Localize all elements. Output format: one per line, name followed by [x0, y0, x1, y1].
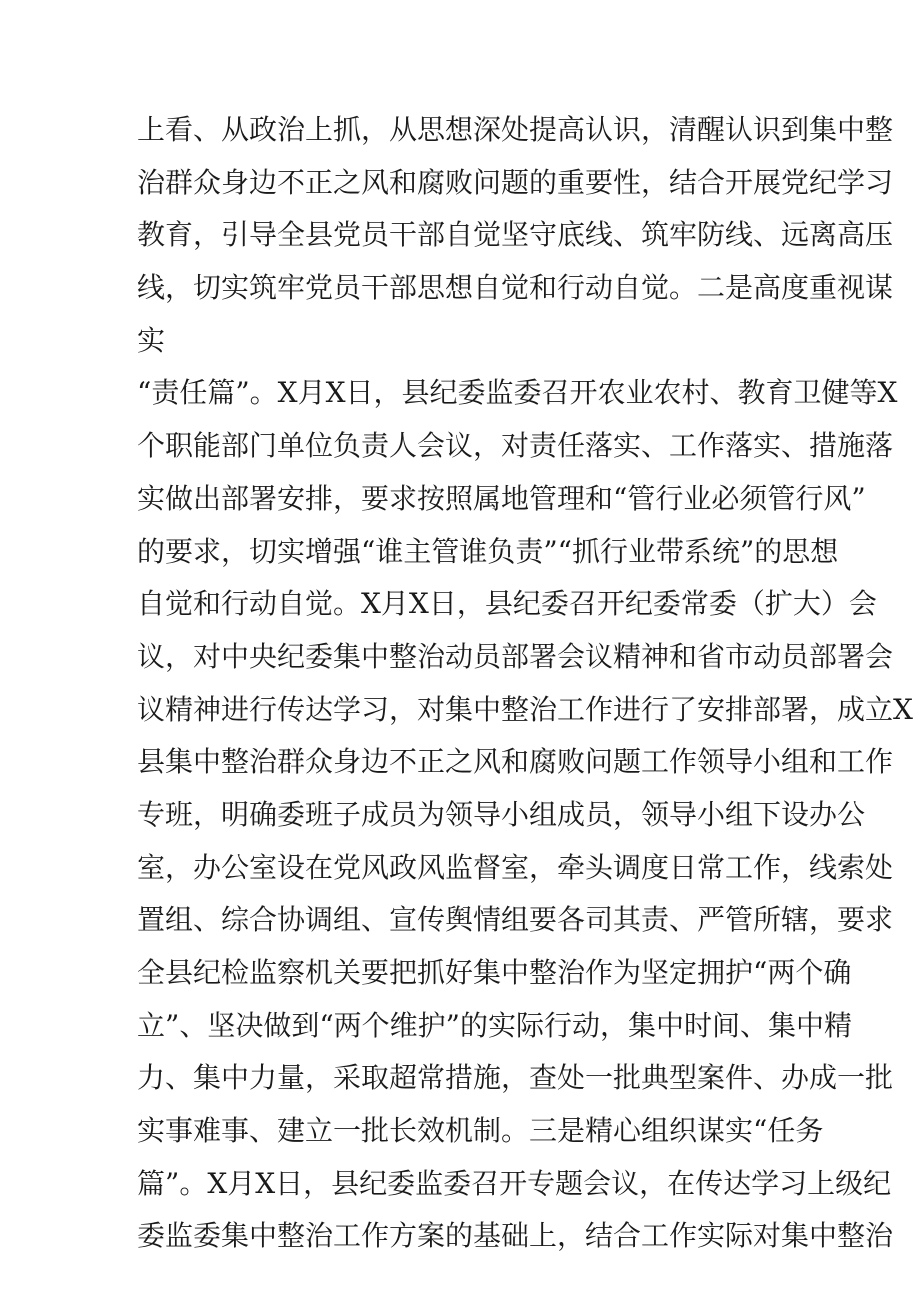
- text-line: 篇”。X月X日，县纪委监委召开专题会议，在传达学习上级纪: [137, 1166, 892, 1200]
- text-line: 实做出部署安排，要求按照属地管理和“管行业必须管行风”: [137, 481, 866, 515]
- text-line: 自觉和行动自觉。X月X日，县纪委召开纪委常委（扩大）会: [137, 587, 877, 621]
- text-line: 实事难事、建立一批长效机制。三是精心组织谋实“任务: [137, 1114, 824, 1148]
- text-line: 议，对中央纪委集中整治动员部署会议精神和省市动员部署会: [137, 639, 894, 673]
- body-text: [137, 104, 913, 1263]
- text-line: 上看、从政治上抓，从思想深处提高认识，清醒认识到集中整: [137, 113, 894, 146]
- text-line: 县集中整治群众身边不正之风和腐败问题工作领导小组和工作: [137, 745, 894, 779]
- text-line: 力、集中力量，采取超常措施，查处一批典型案件、办成一批: [137, 1061, 894, 1095]
- text-line: “责任篇”。X月X日，县纪委监委召开农业农村、教育卫健等X: [137, 376, 898, 410]
- text-line: 立”、坚决做到“两个维护”的实际行动，集中时间、集中精: [137, 1008, 852, 1042]
- text-line: 委监委集中整治工作方案的基础上，结合工作实际对集中整治: [137, 1219, 894, 1253]
- text-line: 个职能部门单位负责人会议，对责任落实、工作落实、措施落: [137, 429, 894, 463]
- text-line: 置组、综合协调组、宣传舆情组要各司其责、严管所辖，要求: [137, 903, 894, 937]
- text-line: 专班，明确委班子成员为领导小组成员，领导小组下设办公: [137, 797, 866, 831]
- text-line: 治群众身边不正之风和腐败问题的重要性，结合开展党纪学习: [137, 165, 894, 199]
- text-line: 议精神进行传达学习，对集中整治工作进行了安排部署，成立X: [137, 692, 913, 726]
- text-line: 室，办公室设在党风政风监督室，牵头调度日常工作，线索处: [137, 850, 894, 884]
- text-line: 的要求，切实增强“谁主管谁负责”“抓行业带系统”的思想: [137, 534, 839, 568]
- text-line: 教育，引导全县党员干部自觉坚守底线、筑牢防线、远离高压: [137, 218, 894, 252]
- text-line: 实: [137, 323, 166, 357]
- text-line: 线，切实筑牢党员干部思想自觉和行动自觉。二是高度重视谋: [137, 271, 894, 305]
- text-line: 全县纪检监察机关要把抓好集中整治作为坚定拥护“两个确: [137, 956, 852, 989]
